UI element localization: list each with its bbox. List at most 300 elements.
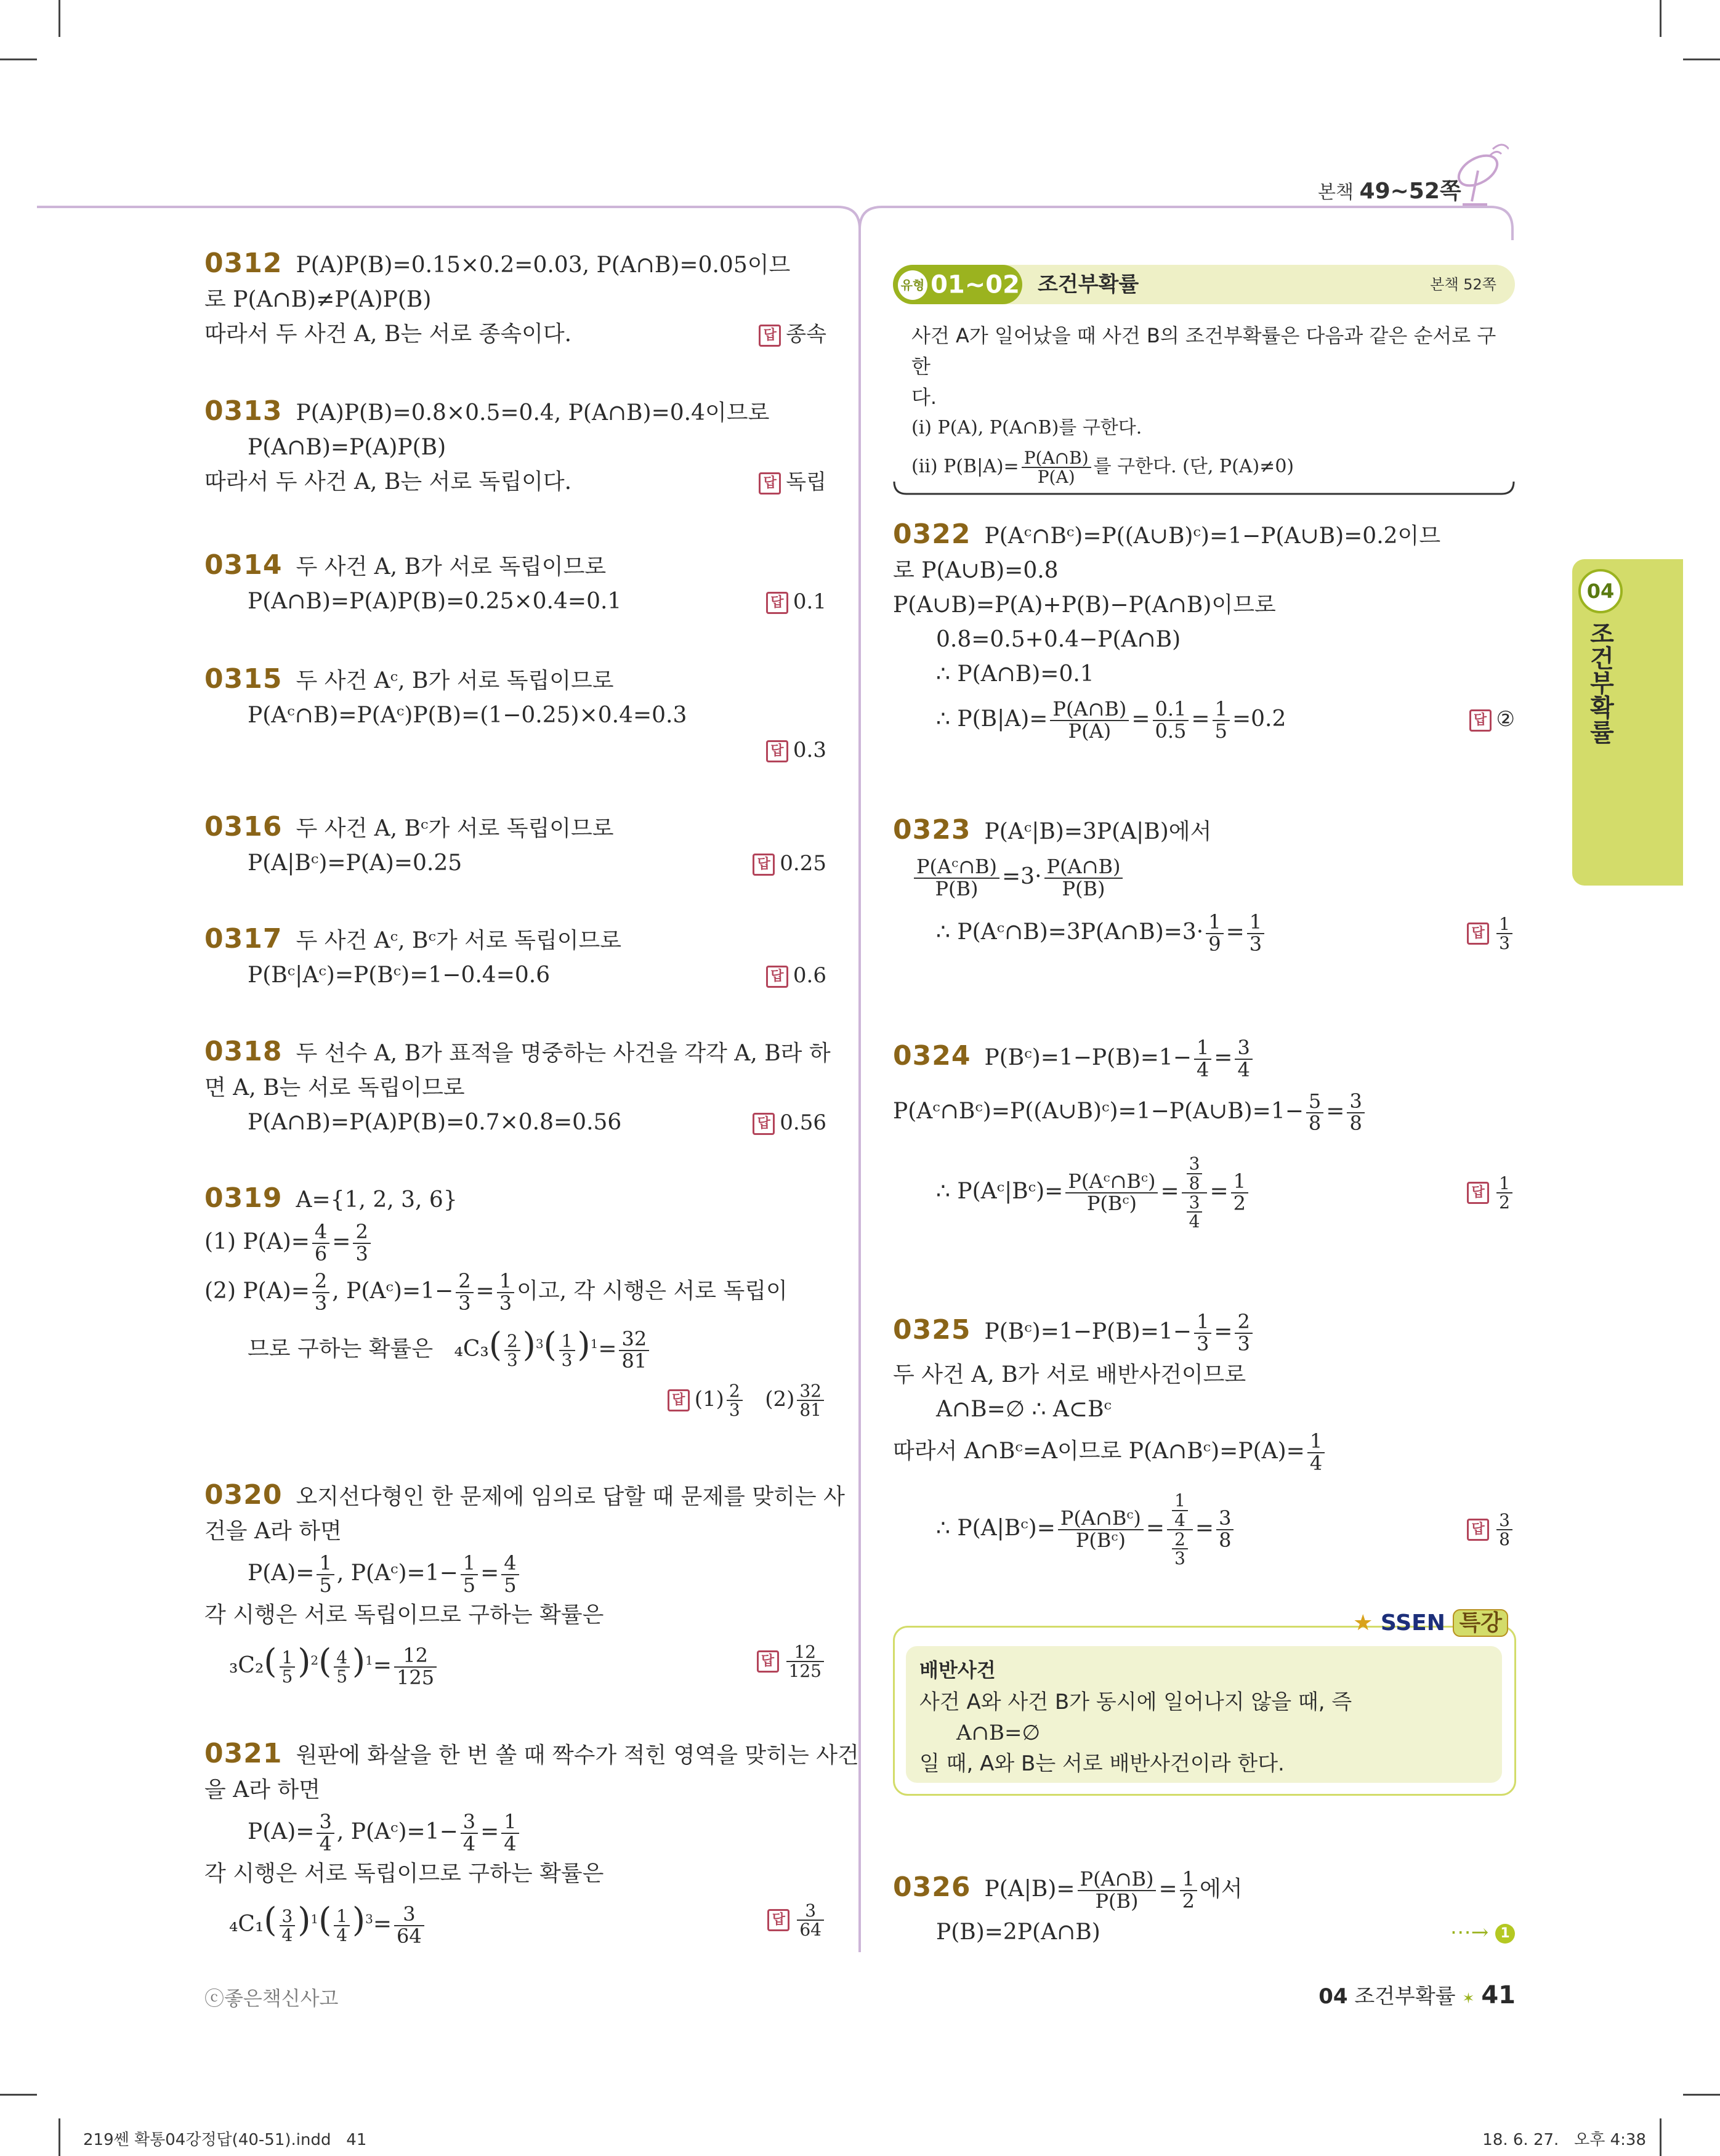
denominator: 4 bbox=[1309, 1451, 1323, 1475]
expr-text: , P(Aᶜ)=1− bbox=[332, 1278, 454, 1304]
fraction bbox=[786, 1643, 824, 1681]
exponent: 2 bbox=[310, 1653, 319, 1668]
solution-line: P(Bᶜ|Aᶜ)=P(Bᶜ)=1−0.4=0.6 bbox=[248, 963, 551, 988]
solution-line bbox=[893, 1427, 1515, 1476]
solution-0316 bbox=[204, 810, 826, 881]
fraction bbox=[1187, 1155, 1203, 1192]
solution-0318 bbox=[204, 1035, 831, 1140]
problem-number: 0322 bbox=[893, 519, 971, 550]
solution-line: 면 A, B는 서로 독립이므로 bbox=[204, 1075, 465, 1100]
fraction bbox=[1050, 699, 1129, 741]
numerator: P(A∩B) bbox=[1044, 857, 1123, 879]
solution-line: P(B)=2P(A∩B) bbox=[936, 1920, 1100, 1945]
numerator: 32 bbox=[797, 1382, 824, 1401]
exponent: 1 bbox=[310, 1912, 319, 1926]
solution-0322 bbox=[893, 517, 1515, 747]
answer bbox=[757, 1633, 826, 1688]
numerator: 12 bbox=[394, 1645, 437, 1668]
solution-line: ₄C₁( $\frac{3}{4}$ )$^1$( $\frac{1}{4}$ )$^3$= $\frac{3}{64}$ 답 $\frac{3}{64}$ bbox=[204, 1891, 826, 1947]
complex-fraction bbox=[1182, 1155, 1208, 1231]
expr-text: = bbox=[598, 1336, 617, 1362]
denominator: 4 bbox=[462, 1832, 476, 1855]
note-line: 사건 A와 사건 B가 동시에 일어나지 않을 때, 즉 bbox=[919, 1690, 1352, 1714]
answer bbox=[766, 958, 826, 993]
denominator: 8 bbox=[1349, 1112, 1362, 1135]
fraction bbox=[334, 1907, 350, 1945]
solution-0326: 0326 P(A|B)= $\frac{P(A\cap B)}{P(B)}$ = $\frac{1}{2}$ 에서 P(B)=2P(A∩B) ⋯→ 1 bbox=[893, 1860, 1515, 1950]
denominator: 3 bbox=[1174, 1548, 1185, 1569]
answer-icon: 답 bbox=[1467, 1182, 1489, 1204]
solution-line: 따라서 두 사건 A, B는 서로 종속이다. bbox=[204, 321, 572, 347]
fraction bbox=[501, 1812, 519, 1854]
answer-value: 독립 bbox=[786, 470, 826, 495]
type-intro-line: 다. bbox=[911, 386, 937, 409]
expr-text: = bbox=[480, 1560, 499, 1586]
type-badge-range: 01~02 bbox=[931, 270, 1020, 299]
numerator: 5 bbox=[1306, 1091, 1323, 1113]
footer-chapter-title: 조건부확률 bbox=[1354, 1984, 1456, 2009]
print-file-name: 219쎈 확통04강정답(40-51).indd 41 bbox=[83, 2131, 367, 2149]
concept-note-body bbox=[919, 1687, 1492, 1779]
solution-0315 bbox=[204, 662, 826, 767]
numerator: 3 bbox=[1235, 1038, 1252, 1060]
denominator: 4 bbox=[1237, 1058, 1250, 1081]
type-ref: 본책 52쪽 bbox=[1430, 276, 1496, 293]
expr-text: 이고, 각 시행은 서로 독립이 bbox=[517, 1278, 788, 1304]
numerator: 1 bbox=[497, 1271, 514, 1293]
expr-text: 에서 bbox=[1200, 1876, 1243, 1902]
fraction bbox=[497, 1271, 514, 1314]
solution-line: 두 선수 A, B가 표적을 명중하는 사건을 각각 A, B라 하 bbox=[296, 1041, 831, 1066]
solution-line: 두 사건 A, Bᶜ가 서로 독립이므로 bbox=[296, 816, 614, 841]
expr-text: , P(Aᶜ)=1− bbox=[336, 1560, 458, 1586]
continuation-marker bbox=[1450, 1915, 1515, 1950]
solution-line bbox=[893, 849, 1515, 905]
denominator: 8 bbox=[1308, 1112, 1322, 1135]
answer-label: (1) bbox=[694, 1387, 724, 1411]
denominator: 5 bbox=[462, 1573, 476, 1597]
solution-line: P(A)P(B)=0.8×0.5=0.4, P(A∩B)=0.4이므로 bbox=[296, 400, 770, 426]
fraction bbox=[1216, 1508, 1233, 1551]
expr-text: ₄C₁ bbox=[229, 1912, 264, 1937]
expr-text: = bbox=[373, 1912, 392, 1937]
complex-fraction bbox=[1167, 1492, 1193, 1568]
numerator: P(Aᶜ∩Bᶜ) bbox=[1065, 1171, 1158, 1193]
concept-note-title: 배반사건 bbox=[919, 1658, 996, 1682]
denominator: 4 bbox=[336, 1925, 348, 1945]
answer-icon: 답 bbox=[753, 854, 775, 876]
chapter-title-vertical: 조건부확률 bbox=[1586, 621, 1614, 744]
denominator: P(A) bbox=[1068, 719, 1112, 743]
numerator: P(A∩B) bbox=[1022, 449, 1091, 468]
type-title: 조건부확률 bbox=[1038, 272, 1139, 297]
fraction bbox=[1172, 1530, 1188, 1568]
numerator: 1 bbox=[280, 1649, 296, 1668]
numerator: 1 bbox=[1206, 912, 1223, 934]
expr-text: P(Bᶜ)=1−P(B)=1− bbox=[984, 1045, 1192, 1070]
denominator: P(A) bbox=[1037, 467, 1075, 487]
fraction bbox=[353, 1222, 370, 1264]
solution-0323 bbox=[893, 813, 1515, 960]
problem-number: 0312 bbox=[204, 248, 283, 279]
numerator: 1 bbox=[461, 1553, 478, 1575]
answer-icon: 답 bbox=[766, 966, 788, 988]
fraction bbox=[1307, 1431, 1325, 1474]
solution-line: 두 사건 Aᶜ, B가 서로 독립이므로 bbox=[296, 668, 614, 693]
solution-line: 따라서 두 사건 A, B는 서로 독립이다. bbox=[204, 469, 572, 495]
solution-line bbox=[204, 1807, 826, 1857]
solution-line: ₃C₂( $\frac{1}{5}$ )$^2$( $\frac{4}{5}$ )$^1$= $\frac{12}{125}$ 답 $\frac{12}{125}$ bbox=[204, 1633, 826, 1688]
solution-line: 원판에 화살을 한 번 쏠 때 짝수가 적힌 영역을 맞히는 사건 bbox=[296, 1743, 859, 1768]
denominator: 2 bbox=[1499, 1192, 1510, 1213]
fraction bbox=[1306, 1091, 1323, 1134]
problem-number: 0314 bbox=[204, 549, 283, 581]
solution-line: 각 시행은 서로 독립이므로 구하는 확률은 bbox=[204, 1861, 604, 1886]
expr-text: (1) P(A)= bbox=[204, 1229, 310, 1254]
solution-line: P(A∩B)=P(A)P(B)=0.7×0.8=0.56 bbox=[248, 1110, 622, 1135]
fraction bbox=[1194, 1038, 1211, 1080]
expr-text: P(Bᶜ)=1−P(B)=1− bbox=[984, 1319, 1192, 1344]
answer bbox=[759, 317, 826, 352]
numerator: 32 bbox=[619, 1329, 649, 1351]
fraction bbox=[317, 1553, 334, 1596]
denominator: 3 bbox=[499, 1291, 512, 1315]
expr-text: =3· bbox=[1002, 864, 1042, 889]
answer bbox=[753, 1105, 826, 1140]
numerator: 2 bbox=[456, 1271, 473, 1293]
numerator: 1 bbox=[1496, 915, 1512, 934]
numerator: P(A∩Bᶜ) bbox=[1058, 1508, 1144, 1530]
denominator: 3 bbox=[561, 1350, 573, 1370]
expr-text: , P(Aᶜ)=1− bbox=[336, 1819, 458, 1844]
solution-0317 bbox=[204, 922, 826, 993]
problem-number: 0316 bbox=[204, 811, 283, 842]
answer bbox=[766, 733, 826, 767]
fraction bbox=[1194, 1312, 1211, 1354]
type-intro-line: 사건 A가 일어났을 때 사건 B의 조건부확률은 다음과 같은 순서로 구한 bbox=[911, 324, 1496, 378]
fraction bbox=[1153, 699, 1189, 741]
solution-line: 두 사건 Aᶜ, Bᶜ가 서로 독립이므로 bbox=[296, 928, 622, 953]
expr-text: P(A|B)= bbox=[984, 1876, 1075, 1902]
expr-text: 를 구한다. (단, P(A)≠0) bbox=[1093, 456, 1294, 477]
denominator: P(B) bbox=[1062, 877, 1105, 900]
expr-text: =0.2 bbox=[1232, 706, 1286, 732]
denominator: 3 bbox=[1237, 1332, 1250, 1355]
expr-text: ₃C₂ bbox=[229, 1653, 264, 1678]
answer-icon: 답 bbox=[757, 1650, 779, 1673]
numerator: P(Aᶜ∩B) bbox=[914, 857, 999, 879]
problem-number: 0325 bbox=[893, 1314, 971, 1346]
answer-icon: 답 bbox=[766, 740, 788, 762]
denominator: 4 bbox=[1196, 1058, 1209, 1081]
fraction bbox=[394, 1645, 437, 1688]
solution-0319 bbox=[204, 1181, 826, 1427]
answer bbox=[1467, 1139, 1515, 1244]
problem-number: 0321 bbox=[204, 1738, 283, 1769]
solution-line: P(A)P(B)=0.15×0.2=0.03, P(A∩B)=0.05이므 bbox=[296, 252, 791, 278]
numerator: 4 bbox=[312, 1222, 329, 1244]
answer-icon: 답 bbox=[1467, 923, 1489, 945]
solution-0313 bbox=[204, 394, 826, 499]
solution-0314 bbox=[204, 548, 826, 619]
denominator: 3 bbox=[1499, 933, 1510, 953]
numerator: 2 bbox=[727, 1382, 743, 1401]
fraction bbox=[461, 1553, 478, 1596]
fraction bbox=[1187, 1193, 1203, 1231]
arrow-icon: ⋯→ bbox=[1450, 1920, 1489, 1945]
denominator: 4 bbox=[1189, 1211, 1200, 1232]
denominator: 4 bbox=[319, 1832, 332, 1855]
type-badge-word: 유형 bbox=[898, 270, 927, 300]
fraction bbox=[727, 1382, 743, 1419]
expr-text: P(A)= bbox=[248, 1560, 315, 1586]
fraction bbox=[1235, 1038, 1252, 1080]
type-step: (ⅰ) P(A), P(A∩B)를 구한다. bbox=[911, 417, 1142, 438]
expr-text: ∴ P(Aᶜ|Bᶜ)= bbox=[936, 1179, 1064, 1204]
numerator: 1 bbox=[1231, 1171, 1248, 1193]
expr-text: = bbox=[475, 1278, 495, 1304]
answer-value: 0.25 bbox=[780, 851, 826, 876]
solution-line: P(Aᶜ∩B)=P(Aᶜ)P(B)=(1−0.25)×0.4=0.3 bbox=[248, 703, 687, 728]
note-line: A∩B=∅ bbox=[956, 1721, 1041, 1745]
chapter-side-tab bbox=[1572, 559, 1683, 886]
numerator: 1 bbox=[317, 1553, 334, 1575]
expr-text: = bbox=[373, 1653, 392, 1678]
denominator: 3 bbox=[1249, 932, 1262, 956]
denominator: 81 bbox=[621, 1349, 647, 1373]
numerator: 1 bbox=[501, 1812, 519, 1834]
solution-line: A∩B=∅ ∴ A⊂Bᶜ bbox=[936, 1397, 1112, 1422]
problem-number: 0317 bbox=[204, 923, 283, 955]
note-line: 일 때, A와 B는 서로 배반사건이라 한다. bbox=[919, 1751, 1285, 1776]
problem-number: 0318 bbox=[204, 1036, 283, 1067]
brand-name: SSEN bbox=[1380, 1610, 1445, 1636]
fraction bbox=[280, 1649, 296, 1686]
denominator: 3 bbox=[729, 1400, 740, 1420]
numerator: 2 bbox=[353, 1222, 370, 1244]
answer-value: 종속 bbox=[786, 322, 826, 347]
brand-tag: 특강 bbox=[1453, 1609, 1508, 1637]
page-footer-chapter bbox=[1318, 1979, 1516, 2009]
numerator: 2 bbox=[312, 1271, 329, 1293]
solution-0325: 0325 P(Bᶜ)=1−P(B)=1− $\frac{1}{3}$ = $\frac{2}{3}$ 두 사건 A, B가 서로 배반사건이므로 A∩B=∅ ∴ A⊂Bᶜ 따라서 A∩Bᶜ=A이므로 P(A∩Bᶜ)=P(A)= $\frac{1}{4}$ ∴ P(A|Bᶜ)= $\frac{\text{P(A∩Bᶜ)}}{\text{P(Bᶜ)}}$ = $\frac{\frac{1}{4}}{\frac{2}{3}}$ = $\frac{3}{8}$ 답 $\frac{3}{8}$ bbox=[893, 1302, 1515, 1581]
denominator: 8 bbox=[1499, 1529, 1510, 1549]
denominator: 3 bbox=[506, 1350, 518, 1370]
denominator: 2 bbox=[1182, 1889, 1195, 1913]
right-column bbox=[893, 246, 1515, 1971]
numerator: 12 bbox=[786, 1643, 824, 1662]
denominator: 64 bbox=[799, 1920, 822, 1940]
numerator: 3 bbox=[461, 1812, 478, 1834]
numerator: 3 bbox=[1187, 1155, 1203, 1174]
solution-line: P(A∩B)=P(A)P(B)=0.25×0.4=0.1 bbox=[248, 589, 622, 614]
denominator: 5 bbox=[319, 1573, 332, 1597]
solution-line: 로 P(A∩B)≠P(A)P(B) bbox=[204, 287, 432, 312]
fraction bbox=[1247, 912, 1264, 955]
numerator: 4 bbox=[501, 1553, 519, 1575]
denominator: 125 bbox=[397, 1666, 435, 1689]
answer bbox=[1467, 905, 1515, 960]
numerator: 1 bbox=[1172, 1492, 1188, 1511]
problem-number: 0323 bbox=[893, 814, 971, 846]
solution-0312 bbox=[204, 246, 826, 352]
expr-text: = bbox=[480, 1819, 499, 1844]
denominator: 8 bbox=[1219, 1528, 1232, 1552]
denominator: 5 bbox=[281, 1666, 293, 1687]
answer-icon: 답 bbox=[668, 1389, 690, 1411]
denominator: 8 bbox=[1189, 1173, 1200, 1193]
answer bbox=[1467, 1476, 1515, 1581]
denominator: 4 bbox=[504, 1832, 517, 1855]
answer bbox=[668, 1371, 826, 1427]
fraction bbox=[1347, 1091, 1364, 1134]
fraction bbox=[456, 1271, 473, 1314]
solution-line: 두 사건 A, B가 서로 독립이므로 bbox=[296, 554, 607, 579]
step-bullet: 1 bbox=[1495, 1924, 1515, 1944]
solution-line: ∴ P(B|A)= $\frac{P(A\cap B)}{P(A)}$ = $\frac{0.1}{0.5}$ = $\frac{1}{5}$ =0.2 답 ② bbox=[893, 692, 1515, 747]
problem-number: 0315 bbox=[204, 663, 283, 695]
numerator: 3 bbox=[317, 1812, 334, 1834]
type-box-bottom-rule bbox=[893, 480, 1515, 499]
ssen-special-badge bbox=[1353, 1605, 1508, 1637]
numerator: 3 bbox=[1347, 1091, 1364, 1113]
exponent: 1 bbox=[365, 1653, 373, 1668]
denominator: 3 bbox=[458, 1291, 471, 1315]
chapter-number-badge: 04 bbox=[1578, 569, 1623, 613]
solution-line bbox=[204, 1217, 826, 1267]
denominator: 4 bbox=[281, 1925, 293, 1945]
type-description bbox=[911, 320, 1503, 490]
numerator: 1 bbox=[334, 1907, 350, 1926]
denominator: 4 bbox=[1174, 1509, 1185, 1530]
solution-line: 로 P(A∪B)=0.8 bbox=[893, 558, 1059, 583]
fraction bbox=[1180, 1869, 1197, 1912]
solution-line: 건을 A라 하면 bbox=[204, 1519, 342, 1544]
solution-line: P(A|Bᶜ)=P(A)=0.25 bbox=[248, 850, 462, 876]
numerator: 1 bbox=[1194, 1038, 1211, 1060]
denominator: 5 bbox=[1214, 719, 1227, 743]
denominator: P(B) bbox=[1095, 1889, 1139, 1913]
numerator: 2 bbox=[1172, 1530, 1188, 1549]
fraction bbox=[1065, 1171, 1158, 1214]
answer bbox=[766, 584, 826, 619]
denominator: 0.5 bbox=[1155, 719, 1187, 743]
numerator: 3 bbox=[280, 1907, 296, 1926]
solution-line: P(Aᶜ∩Bᶜ)=P((A∪B)ᶜ)=1−P(A∪B)=0.2이므 bbox=[984, 523, 1441, 549]
numerator: 1 bbox=[1496, 1174, 1512, 1193]
expr-text: P(Aᶜ∩Bᶜ)=P((A∪B)ᶜ)=1−P(A∪B)=1− bbox=[893, 1099, 1304, 1124]
exponent: 1 bbox=[590, 1336, 599, 1351]
answer-value: ② bbox=[1496, 707, 1515, 732]
star-icon: ✶ bbox=[1462, 1990, 1475, 2007]
type-summary-box bbox=[893, 265, 1515, 493]
solution-line: ∴ P(A|Bᶜ)= $\frac{\text{P(A∩Bᶜ)}}{\text{P(Bᶜ)}}$ = $\frac{\frac{1}{4}}{\frac{2}{3}}$ = $\frac{3}{8}$ 답 $\frac{3}{8}$ bbox=[893, 1476, 1515, 1581]
numerator: 3 bbox=[1496, 1511, 1512, 1530]
fraction bbox=[797, 1382, 824, 1419]
denominator: 5 bbox=[336, 1666, 348, 1687]
numerator: 3 bbox=[797, 1902, 824, 1921]
numerator: 2 bbox=[504, 1332, 520, 1351]
ref-prefix: 본책 bbox=[1318, 182, 1354, 203]
answer-value: 0.56 bbox=[780, 1110, 826, 1135]
numerator: P(A∩B) bbox=[1050, 699, 1129, 721]
footer-chapter-num: 04 bbox=[1318, 1984, 1348, 2009]
denominator: P(B) bbox=[935, 877, 979, 900]
denominator: 6 bbox=[314, 1242, 328, 1266]
numerator: 2 bbox=[1235, 1312, 1252, 1334]
fraction bbox=[1231, 1171, 1248, 1214]
fraction bbox=[1044, 857, 1123, 899]
answer bbox=[767, 1891, 826, 1947]
solution-line: 0.8=0.5+0.4−P(A∩B) bbox=[936, 627, 1181, 652]
fraction bbox=[1078, 1869, 1157, 1912]
concept-note-box bbox=[893, 1610, 1516, 1796]
answer-icon: 답 bbox=[766, 592, 788, 614]
denominator: 81 bbox=[799, 1400, 822, 1420]
answer-icon: 답 bbox=[1469, 709, 1492, 732]
ref-pages: 49~52쪽 bbox=[1359, 179, 1461, 204]
solution-0324: 0324 P(Bᶜ)=1−P(B)=1− $\frac{1}{4}$ = $\frac{3}{4}$ P(Aᶜ∩Bᶜ)=P((A∪B)ᶜ)=1−P(A∪B)=1− $\frac{5}{8}$ = $\frac{3}{8}$ ∴ P(Aᶜ|Bᶜ)= $\frac{\text{P(Aᶜ∩Bᶜ)}}{\text{P(Bᶜ)}}$ = $\frac{\frac{3}{8}}{\frac{3}{4}}$ = $\frac{1}{2}$ 답 $\frac{1}{2}$ bbox=[893, 1028, 1515, 1244]
fraction bbox=[334, 1649, 350, 1686]
fraction bbox=[504, 1332, 520, 1370]
problem-number: 0320 bbox=[204, 1479, 283, 1511]
expr-text: P(A)= bbox=[248, 1819, 315, 1844]
solution-line bbox=[204, 1267, 826, 1316]
numerator: 3 bbox=[394, 1904, 424, 1926]
fraction bbox=[1058, 1508, 1144, 1551]
expr-text: (2) P(A)= bbox=[204, 1278, 310, 1304]
solution-0320 bbox=[204, 1478, 845, 1689]
numerator: 1 bbox=[1194, 1312, 1211, 1334]
left-column bbox=[204, 246, 859, 1971]
answer bbox=[753, 846, 826, 881]
solution-line: 두 사건 A, B가 서로 배반사건이므로 bbox=[893, 1362, 1246, 1387]
print-timestamp: 18. 6. 27. 오후 4:38 bbox=[1482, 2131, 1646, 2149]
fraction bbox=[1496, 915, 1512, 953]
fraction bbox=[312, 1222, 329, 1264]
denominator: 2 bbox=[1233, 1192, 1246, 1215]
fraction bbox=[501, 1553, 519, 1596]
answer bbox=[759, 465, 826, 499]
fraction bbox=[317, 1812, 334, 1854]
denominator: 3 bbox=[314, 1291, 328, 1315]
fraction bbox=[914, 857, 999, 899]
fraction bbox=[1206, 912, 1223, 955]
problem-number: 0319 bbox=[204, 1182, 283, 1214]
expr-text: ∴ P(Aᶜ∩B)=3P(A∩B)=3· bbox=[936, 919, 1204, 945]
numerator: 0.1 bbox=[1153, 699, 1189, 721]
answer-value: 0.3 bbox=[793, 738, 826, 762]
expr-text: ∴ P(A|Bᶜ)= bbox=[936, 1516, 1056, 1541]
numerator: 1 bbox=[1307, 1431, 1325, 1453]
solution-line: ∴ P(Aᶜ|Bᶜ)= $\frac{\text{P(Aᶜ∩Bᶜ)}}{\text{P(Bᶜ)}}$ = $\frac{\frac{3}{8}}{\frac{3}{4}}$ = $\frac{1}{2}$ 답 $\frac{1}{2}$ bbox=[893, 1139, 1515, 1244]
numerator: P(A∩B) bbox=[1078, 1869, 1157, 1891]
answer-icon: 답 bbox=[759, 472, 781, 495]
numerator: 3 bbox=[1187, 1193, 1203, 1213]
solution-line: 각 시행은 서로 독립이므로 구하는 확률은 bbox=[204, 1602, 604, 1628]
fraction bbox=[619, 1329, 649, 1371]
answer-icon: 답 bbox=[1467, 1519, 1489, 1541]
answer-value: 0.1 bbox=[793, 589, 826, 614]
denominator: 9 bbox=[1208, 932, 1221, 956]
solution-line: A={1, 2, 3, 6} bbox=[296, 1187, 458, 1213]
exponent: 3 bbox=[365, 1912, 373, 1926]
fraction bbox=[461, 1812, 478, 1854]
star-icon: ★ bbox=[1353, 1610, 1373, 1636]
expr-text: = bbox=[332, 1229, 351, 1254]
fraction bbox=[1496, 1511, 1512, 1549]
solution-line: 오지선다형인 한 문제에 임의로 답할 때 문제를 맞히는 사 bbox=[296, 1484, 845, 1509]
